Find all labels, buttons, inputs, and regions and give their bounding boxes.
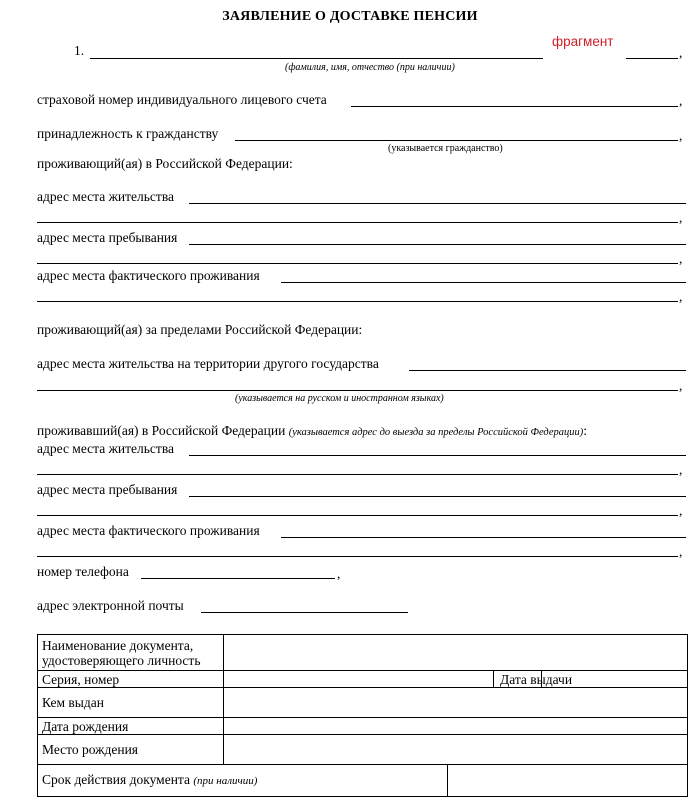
lived-stay-field-2[interactable] (37, 515, 678, 516)
doc-name-cell[interactable] (224, 635, 688, 671)
actual-address-field[interactable] (281, 282, 686, 283)
table-row (38, 735, 688, 765)
comma: , (337, 566, 341, 581)
doc-name-line2: удостоверяющего личность (42, 652, 201, 668)
issued-by-label: Кем выдан (38, 688, 224, 718)
name-line-end[interactable] (626, 58, 678, 59)
item-number: 1. (74, 43, 85, 58)
residing-abroad-heading: проживающий(ая) за пределами Российской Федерации: (37, 322, 363, 337)
table-row (38, 765, 688, 797)
validity-text: Срок действия документа (42, 772, 190, 787)
lived-rf-label: проживавший(ая) в Российской Федерации (37, 423, 286, 438)
fragment-stamp: фрагмент (546, 34, 619, 49)
lived-rf-colon: : (583, 423, 587, 438)
form-title: ЗАЯВЛЕНИЕ О ДОСТАВКЕ ПЕНСИИ (222, 9, 478, 24)
citizenship-label: принадлежность к гражданству (37, 126, 219, 141)
snils-field[interactable] (351, 106, 678, 107)
citizenship-hint: (указывается гражданство) (388, 143, 503, 154)
comma: , (679, 378, 683, 393)
birth-place-cell[interactable] (224, 735, 688, 765)
snils-label: страховой номер индивидуального лицевого счета (37, 92, 327, 107)
birth-place-label: Место рождения (38, 735, 224, 765)
birth-date-label: Дата рождения (38, 718, 224, 735)
comma: , (679, 93, 683, 108)
name-hint: (фамилия, имя, отчество (при наличии) (285, 62, 455, 73)
stay-address-field[interactable] (189, 244, 686, 245)
phone-label: номер телефона (37, 564, 129, 579)
foreign-address-field-2[interactable] (37, 390, 678, 391)
foreign-address-field[interactable] (409, 370, 686, 371)
comma: , (679, 210, 683, 225)
lived-residence-label: адрес места жительства (37, 441, 175, 456)
lived-actual-label: адрес места фактического проживания (37, 523, 260, 538)
residing-rf-heading: проживающий(ая) в Российской Федерации: (37, 156, 293, 171)
issued-by-cell[interactable] (224, 688, 688, 718)
lived-rf-hint: (указывается адрес до выезда за пределы Российской Федерации) (288, 427, 584, 438)
identity-document-table (37, 634, 688, 797)
email-field[interactable] (201, 612, 408, 613)
name-line[interactable] (90, 58, 543, 59)
lived-actual-field-2[interactable] (37, 556, 678, 557)
stay-address-label: адрес места пребывания (37, 230, 178, 245)
comma: , (679, 128, 683, 143)
birth-date-cell[interactable] (224, 718, 688, 735)
table-row (38, 688, 688, 718)
foreign-address-label: адрес места жительства на территории другого государства (37, 356, 379, 371)
table-row (38, 635, 688, 671)
email-label: адрес электронной почты (37, 598, 184, 613)
issue-date-label: Дата выдачи (494, 671, 542, 688)
foreign-address-hint: (указывается на русском и иностранном языках) (235, 393, 444, 404)
lived-residence-field[interactable] (189, 455, 686, 456)
comma: , (679, 251, 683, 266)
comma: , (679, 544, 683, 559)
validity-hint: (при наличии) (193, 775, 258, 787)
phone-field[interactable] (141, 578, 335, 579)
validity-cell[interactable] (448, 765, 688, 797)
lived-residence-field-2[interactable] (37, 474, 678, 475)
lived-stay-field[interactable] (189, 496, 686, 497)
table-row (38, 718, 688, 735)
citizenship-field[interactable] (235, 140, 678, 141)
lived-rf-heading (37, 423, 587, 439)
residence-address-field[interactable] (189, 203, 686, 204)
comma: , (679, 289, 683, 304)
comma: , (679, 45, 683, 60)
comma: , (679, 503, 683, 518)
doc-name-line1: Наименование документа, (42, 637, 194, 653)
lived-stay-label: адрес места пребывания (37, 482, 178, 497)
doc-name-label (38, 635, 224, 671)
table-row (38, 671, 688, 688)
stay-address-field-2[interactable] (37, 263, 678, 264)
residence-address-field-2[interactable] (37, 222, 678, 223)
actual-address-label: адрес места фактического проживания (37, 268, 260, 283)
residence-address-label: адрес места жительства (37, 189, 175, 204)
validity-label (38, 765, 448, 797)
series-number-label: Серия, номер (38, 671, 224, 688)
series-number-cell[interactable] (224, 671, 494, 688)
comma: , (679, 462, 683, 477)
actual-address-field-2[interactable] (37, 301, 678, 302)
lived-actual-field[interactable] (281, 537, 686, 538)
